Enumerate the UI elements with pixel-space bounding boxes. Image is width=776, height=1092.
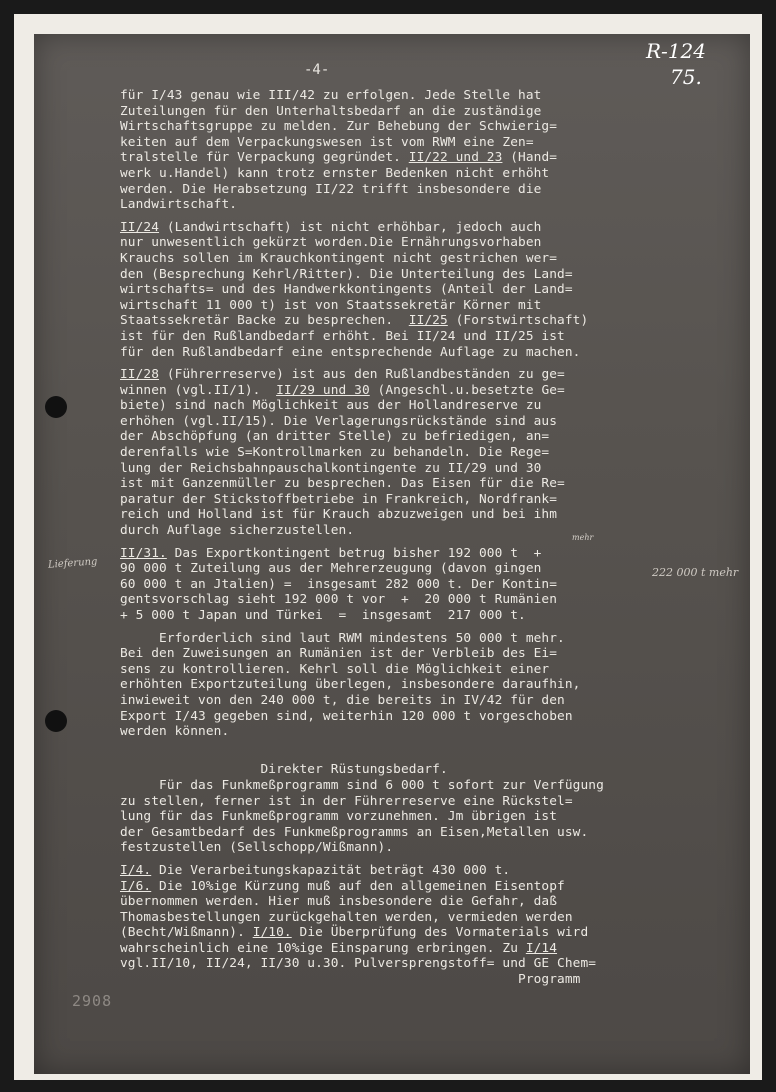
text-line	[120, 345, 680, 361]
text-segment: inwieweit von den 240 000 t, die bereits in IV/42 für den	[120, 692, 565, 708]
section-reference: I/6.	[120, 878, 152, 894]
text-line	[120, 150, 680, 166]
text-segment: + 5 000 t Japan und Türkei = insgesamt 217 000 t.	[120, 608, 526, 623]
text-segment: wirtschaft 11 000 t) ist von Staatssekretär Körner mit	[120, 297, 542, 313]
text-segment: Die Verarbeitungskapazität beträgt 430 000 t.	[151, 862, 511, 878]
text-line	[120, 507, 680, 523]
text-line	[120, 383, 680, 399]
text-line	[120, 197, 680, 213]
text-segment: Programm	[120, 972, 581, 988]
text-segment: Für das Funkmeßprogramm sind 6 000 t sofort zur Verfügung	[120, 777, 604, 793]
text-line	[120, 809, 680, 825]
text-segment: Die 10%ige Kürzung muß auf den allgemeinen Eisentopf	[151, 878, 565, 894]
text-segment: zu stellen, ferner ist in der Führerreserve eine Rückstel=	[120, 793, 573, 809]
text-line	[120, 119, 680, 135]
paragraph	[120, 88, 680, 213]
text-segment: Direkter Rüstungsbedarf.	[120, 762, 448, 778]
punch-hole-top	[45, 396, 67, 418]
text-segment: (Führerreserve) ist aus den Rußlandbeständen zu ge=	[159, 367, 565, 383]
text-line	[120, 840, 680, 856]
text-line	[120, 166, 680, 182]
text-segment: lung für das Funkmeßprogramm vorzunehmen. Jm übrigen ist	[120, 809, 558, 825]
text-line	[120, 762, 680, 778]
text-line	[120, 492, 680, 508]
text-segment: wirtschafts= und des Handwerkkontingents (Anteil der Land=	[120, 282, 573, 298]
text-line	[120, 677, 680, 693]
text-line	[120, 863, 680, 879]
paragraph	[120, 631, 680, 740]
text-segment: winnen (vgl.II/1).	[120, 382, 277, 398]
text-segment: Die Überprüfung des Vormaterials wird	[291, 925, 589, 941]
section-reference: II/22 und 23	[408, 150, 503, 166]
text-segment: reich und Holland ist für Krauch abzuzweigen und bei ihm	[120, 507, 558, 523]
text-line	[120, 182, 680, 198]
page-number: -4-	[304, 62, 330, 78]
text-line	[120, 88, 680, 104]
text-segment: der Gesamtbedarf des Funkmeßprogramms an Eisen,Metallen usw.	[120, 824, 589, 840]
text-line	[120, 693, 680, 709]
text-line	[120, 298, 680, 314]
text-line	[120, 747, 680, 763]
text-segment: (Becht/Wißmann).	[120, 925, 253, 941]
text-line	[120, 398, 680, 414]
section-reference: I/10.	[252, 925, 292, 941]
text-line	[120, 104, 680, 120]
section-reference: II/28	[120, 367, 160, 383]
text-segment: werden. Die Herabsetzung II/22 trifft insbesondere die	[120, 181, 542, 197]
text-line	[120, 461, 680, 477]
text-line	[120, 608, 680, 624]
text-segment: werk u.Handel) kann trotz ernster Bedenken nicht erhöht	[120, 165, 550, 181]
section-reference: I/4.	[120, 862, 152, 878]
text-segment: wahrscheinlich eine 10%ige Einsparung erbringen. Zu	[120, 940, 526, 956]
text-line	[120, 577, 680, 593]
archive-reference-main: R-124	[646, 39, 706, 63]
text-segment: keiten auf dem Verpackungswesen ist vom RWM eine Zen=	[120, 134, 534, 150]
export-correction-note: mehr	[572, 533, 594, 542]
text-segment: Bei den Zuweisungen an Rumänien ist der Verbleib des Ei=	[120, 646, 558, 662]
text-line	[120, 825, 680, 841]
text-segment: nur unwesentlich gekürzt worden.Die Ernährungsvorhaben	[120, 235, 542, 251]
paragraph	[120, 747, 680, 856]
archive-reference	[646, 38, 706, 90]
text-segment: vgl.II/10, II/24, II/30 u.30. Pulversprengstoff= und GE Chem=	[120, 956, 597, 972]
stamp-number: 2908	[72, 992, 113, 1010]
text-line	[120, 135, 680, 151]
paragraph	[120, 546, 680, 624]
paragraph	[120, 367, 680, 539]
text-segment: sens zu kontrollieren. Kehrl soll die Möglichkeit einer	[120, 661, 550, 677]
text-segment: paratur der Stickstoffbetriebe in Frankreich, Nordfrank=	[120, 491, 558, 507]
text-line	[120, 429, 680, 445]
text-line	[120, 662, 680, 678]
text-line	[120, 251, 680, 267]
text-line	[120, 282, 680, 298]
text-line	[120, 414, 680, 430]
text-segment: derenfalls wie S=Kontrollmarken zu behandeln. Die Rege=	[120, 445, 550, 461]
text-line	[120, 235, 680, 251]
text-segment: Thomasbestellungen zurückgehalten werden, vermieden werden	[120, 909, 573, 925]
archive-reference-sub: 75.	[670, 65, 702, 89]
text-segment: Export I/43 gegeben sind, weiterhin 120 000 t vorgeschoben	[120, 708, 573, 724]
text-line	[120, 925, 680, 941]
text-segment: Erforderlich sind laut RWM mindestens 50 000 t mehr.	[120, 630, 565, 646]
text-line	[120, 592, 680, 608]
text-line	[120, 956, 680, 972]
text-segment: ist für den Rußlandbedarf erhöht. Bei II/24 und II/25 ist	[120, 328, 565, 344]
margin-note-right: 222 000 t mehr	[652, 566, 739, 579]
section-reference: I/14	[525, 940, 558, 956]
text-line	[120, 523, 680, 539]
text-segment: für I/43 genau wie III/42 zu erfolgen. Jede Stelle hat	[120, 88, 542, 103]
text-segment: (Forstwirtschaft)	[447, 313, 589, 329]
text-segment: lung der Reichsbahnpauschalkontingente zu II/29 und 30	[120, 460, 542, 476]
section-reference: II/24	[120, 219, 160, 235]
text-line	[120, 778, 680, 794]
text-segment: Landwirtschaft.	[120, 197, 238, 213]
text-line	[120, 220, 680, 236]
section-reference: II/29 und 30	[276, 382, 370, 398]
text-segment: tralstelle für Verpackung gegründet.	[120, 150, 409, 166]
typed-body-text	[120, 88, 680, 995]
text-line	[120, 329, 680, 345]
text-segment: erhöhen (vgl.II/15). Die Verlagerungsrückstände sind aus	[120, 413, 558, 429]
text-line	[120, 476, 680, 492]
text-segment: (Hand=	[502, 150, 558, 166]
section-reference: II/31.	[120, 545, 167, 561]
text-segment: 60 000 t an Jtalien) = insgesamt 282 000 t. Der Kontin=	[120, 576, 558, 592]
text-segment: biete) sind nach Möglichkeit aus der Hollandreserve zu	[120, 398, 542, 414]
text-segment: (Angeschl.u.besetzte Ge=	[369, 382, 565, 398]
section-reference: II/25	[408, 313, 448, 329]
text-segment: gentsvorschlag sieht 192 000 t vor + 20 000 t Rumänien	[120, 592, 558, 608]
paragraph	[120, 863, 680, 988]
text-line	[120, 561, 680, 577]
text-line	[120, 794, 680, 810]
text-segment: den (Besprechung Kehrl/Ritter). Die Unterteilung des Land=	[120, 266, 573, 282]
text-line	[120, 879, 680, 895]
text-segment: für den Rußlandbedarf eine entsprechende Auflage zu machen.	[120, 344, 581, 360]
text-line	[120, 709, 680, 725]
text-line	[120, 972, 680, 988]
text-segment: übernommen werden. Hier muß insbesondere die Gefahr, daß	[120, 894, 558, 910]
text-line	[120, 313, 680, 329]
text-line	[120, 941, 680, 957]
text-segment: erhöhten Exportzuteilung überlegen, insbesondere daraufhin,	[120, 677, 581, 693]
text-segment: 90 000 t Zuteilung aus der Mehrerzeugung (davon gingen	[120, 561, 542, 577]
punch-hole-bottom	[45, 710, 67, 732]
text-line	[120, 910, 680, 926]
text-segment: Staatssekretär Backe zu besprechen.	[120, 313, 409, 329]
text-segment: (Landwirtschaft) ist nicht erhöhbar, jedoch auch	[159, 219, 542, 235]
text-segment: werden können.	[120, 724, 230, 740]
text-line	[120, 546, 680, 562]
text-line	[120, 894, 680, 910]
text-line	[120, 646, 680, 662]
text-line	[120, 367, 680, 383]
text-segment: durch Auflage sicherzustellen.	[120, 523, 355, 539]
paragraph	[120, 220, 680, 360]
text-segment: Wirtschaftsgruppe zu melden. Zur Behebung der Schwierig=	[120, 119, 558, 135]
text-line	[120, 267, 680, 283]
text-segment: festzustellen (Sellschopp/Wißmann).	[120, 840, 394, 856]
margin-note-left: Lieferung	[47, 556, 98, 571]
text-line	[120, 445, 680, 461]
text-segment: Zuteilungen für den Unterhaltsbedarf an die zuständige	[120, 103, 542, 119]
text-line	[120, 631, 680, 647]
text-segment: Das Exportkontingent betrug bisher 192 000 t +	[166, 545, 542, 561]
text-line	[120, 724, 680, 740]
text-segment: Krauchs sollen im Krauchkontingent nicht gestrichen wer=	[120, 250, 558, 266]
text-segment: der Abschöpfung (an dritter Stelle) zu befriedigen, an=	[120, 429, 550, 445]
text-segment: ist mit Ganzenmüller zu besprechen. Das Eisen für die Re=	[120, 476, 565, 492]
